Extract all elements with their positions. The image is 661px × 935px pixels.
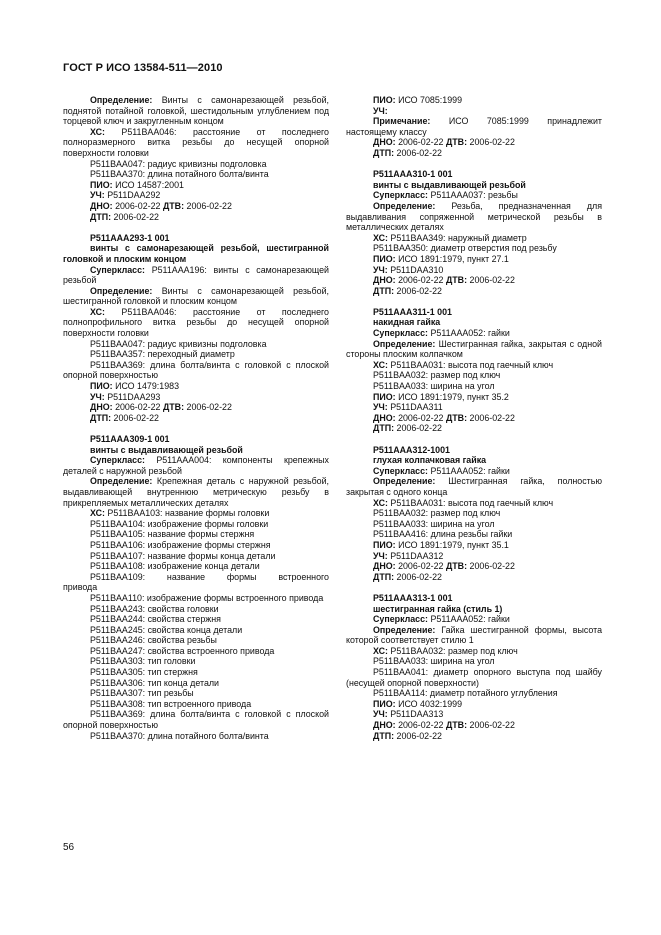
attribute-line: P511BAA106: изображение формы стержня [90, 539, 271, 550]
dates-line: ДНО: 2006-02-22 ДТВ: 2006-02-22 [373, 561, 515, 572]
attribute-line: P511BAA246: свойства резьбы [90, 635, 217, 646]
attribute-line: P511BAA047: радиус кривизны подголовка [90, 158, 267, 169]
attribute-line: P511BAA307: тип резьбы [90, 688, 194, 699]
entry-title: винты с выдавливающей резьбой [90, 444, 243, 455]
definition: Определение: Резьба, предназначенная для выдавливания сопряженной метрической резьбы в металлических деталях [346, 200, 602, 233]
dtp-line: ДТП: 2006-02-22 [90, 211, 159, 222]
entry-p511aaa313 [346, 593, 602, 741]
dtp-line: ДТП: 2006-02-22 [373, 423, 442, 434]
superclass: Суперкласс: P511AAA037: резьбы [373, 190, 518, 201]
dates-line: ДНО: 2006-02-22 ДТВ: 2006-02-22 [373, 412, 515, 423]
entry-title: винты с самонарезающей резьбой, шестигранной головкой и плоским концом [63, 243, 329, 264]
entry-continued [63, 95, 329, 222]
definition: Определение: Шестигранная гайка, полностью закрытая с одного конца [346, 476, 603, 497]
dtp-line: ДТП: 2006-02-22 [373, 285, 442, 296]
xc-line: ХС: P511BAA031: высота под гаечный ключ [373, 359, 554, 370]
xc-line: ХС: P511BAA103: название формы головки [90, 508, 270, 519]
uch-line: УЧ: P511DAA293 [90, 391, 161, 402]
entry-code: P511AAA311-1 001 [373, 306, 452, 317]
entry-title: накидная гайка [373, 317, 441, 328]
definition: Определение: Винты с самонарезающей резьбой, шестигранной головкой и плоским концом [63, 285, 329, 307]
attribute-line: P511BAA105: название формы стержня [90, 529, 255, 540]
uch-line: УЧ: P511DAA312 [373, 550, 444, 561]
attribute-line: P511BAA369: длина болта/винта с головкой с плоской опорной поверхностью [63, 359, 329, 381]
entry-title: винты с выдавливающей резьбой [373, 179, 526, 190]
entry-code: P511AAA313-1 001 [373, 592, 453, 603]
dates-line: ДНО: 2006-02-22 ДТВ: 2006-02-22 [373, 720, 515, 731]
entry-title: шестигранная гайка (стиль 1) [373, 603, 503, 614]
entry-title: глухая колпачковая гайка [373, 455, 487, 466]
uch-line: УЧ: P511DAA313 [373, 709, 444, 720]
entry-continued [346, 95, 602, 159]
dates-line: ДНО: 2006-02-22 ДТВ: 2006-02-22 [90, 402, 232, 413]
xc-line: ХС: P511BAA046: расстояние от последнего полноразмерного витка резьбы до несущей опорной поверхности головки [63, 126, 329, 158]
attribute-line: P511BAA350: диаметр отверстия под резьбу [373, 243, 557, 254]
definition: Определение: Крепежная деталь с наружной резьбой, выдавливающей внутреннюю метрическую резьбу в прикрепляемых металлических деталях [63, 476, 330, 508]
attribute-line: P511BAA370: длина потайного болта/винта [90, 730, 269, 741]
attribute-line: P511BAA369: длина болта/винта с головкой с плоской опорной поверхностью [63, 709, 329, 731]
dtp-line: ДТП: 2006-02-22 [373, 147, 442, 158]
entry-p511aaa293 [63, 233, 329, 424]
attribute-line: P511BAA110: изображение формы встроенного привода [90, 592, 324, 603]
entry-p511aaa309 [63, 434, 329, 741]
attribute-line: P511BAA107: название формы конца детали [90, 550, 276, 561]
dates-line: ДНО: 2006-02-22 ДТВ: 2006-02-22 [90, 200, 232, 211]
dates-line: ДНО: 2006-02-22 ДТВ: 2006-02-22 [373, 137, 515, 148]
uch-line: УЧ: P511DAA292 [90, 190, 161, 201]
uch-line: УЧ: [373, 105, 388, 116]
attribute-line: P511BAA033: ширина на угол [373, 381, 495, 392]
entry-p511aaa310 [346, 169, 602, 296]
entry-p511aaa311 [346, 307, 602, 434]
attribute-line: P511BAA033: ширина на угол [373, 518, 495, 529]
dtp-line: ДТП: 2006-02-22 [90, 412, 159, 423]
pio-line: ПИО: ИСО 1891:1979, пункт 27.1 [373, 253, 509, 264]
attribute-line: P511BAA416: длина резьбы гайки [373, 529, 513, 540]
dtp-line: ДТП: 2006-02-22 [373, 571, 442, 582]
entry-p511aaa312 [346, 445, 602, 583]
entry-code: P511AAA312-1001 [373, 444, 450, 455]
attribute-line: P511BAA245: свойства конца детали [90, 624, 243, 635]
right-column [346, 95, 602, 752]
attribute-line: P511BAA244: свойства стержня [90, 614, 221, 625]
definition: Определение: Гайка шестигранной формы, высота которой соответствует стилю 1 [346, 624, 603, 646]
entry-code: P511AAA293-1 001 [90, 232, 170, 243]
note: Примечание: ИСО 7085:1999 принадлежит настоящему классу [346, 116, 603, 137]
pio-line: ПИО: ИСО 7085:1999 [373, 95, 463, 105]
attribute-line: P511BAA308: тип встроенного привода [90, 698, 252, 709]
xc-line: ХС: P511BAA349: наружный диаметр [373, 232, 527, 243]
superclass: Суперкласс: P511AAA004: компоненты крепежных деталей с наружной резьбой [63, 455, 329, 476]
attribute-line: P511BAA114: диаметр потайного углубления [373, 688, 558, 699]
attribute-line: P511BAA305: тип стержня [90, 667, 198, 678]
attribute-line: P511BAA047: радиус кривизны подголовка [90, 338, 267, 349]
attribute-line: P511BAA032: размер под ключ [373, 370, 501, 381]
dtp-line: ДТП: 2006-02-22 [373, 730, 442, 741]
attribute-line: P511BAA108: изображение конца детали [90, 561, 260, 572]
page-number: 56 [63, 842, 75, 853]
xc-line: ХС: P511BAA032: размер под ключ [373, 645, 518, 656]
attribute-line: P511BAA243: свойства головки [90, 603, 219, 614]
pio-line: ПИО: ИСО 1479:1983 [90, 381, 180, 392]
attribute-line: P511BAA109: название формы встроенного привода [63, 571, 329, 593]
pio-line: ПИО: ИСО 1891:1979, пункт 35.2 [373, 391, 509, 402]
attribute-line: P511BAA370: длина потайного болта/винта [90, 169, 269, 180]
uch-line: УЧ: P511DAA311 [373, 402, 443, 413]
attribute-line: P511BAA033: ширина на угол [373, 656, 495, 667]
entry-code: P511AAA309-1 001 [90, 434, 170, 444]
superclass: Суперкласс: P511AAA052: гайки [373, 465, 510, 476]
dates-line: ДНО: 2006-02-22 ДТВ: 2006-02-22 [373, 275, 515, 286]
superclass: Суперкласс: P511AAA052: гайки [373, 614, 510, 625]
attribute-line: P511BAA041: диаметр опорного выступа под шайбу (несущей опорной поверхности) [346, 667, 602, 688]
attribute-line: P511BAA104: изображение формы головки [90, 518, 269, 529]
pio-line: ПИО: ИСО 14587:2001 [90, 179, 184, 190]
pio-line: ПИО: ИСО 4032:1999 [373, 698, 463, 709]
entry-code: P511AAA310-1 001 [373, 169, 453, 180]
attribute-line: P511BAA303: тип головки [90, 656, 196, 667]
definition: Определение: Шестигранная гайка, закрытая с одной стороны плоским колпачком [346, 338, 602, 360]
superclass: Суперкласс: P511AAA052: гайки [373, 328, 510, 339]
attribute-line: P511BAA357: переходный диаметр [90, 349, 235, 360]
xc-line: ХС: P511BAA031: высота под гаечный ключ [373, 497, 554, 508]
xc-line: ХС: P511BAA046: расстояние от последнего полнопрофильного витка резьбы до несущей опорной поверхности головки [63, 306, 329, 339]
attribute-line: P511BAA247: свойства встроенного привода [90, 645, 275, 656]
attribute-line: P511BAA032: размер под ключ [373, 508, 501, 519]
left-column [63, 95, 329, 752]
superclass: Суперкласс: P511AAA196: винты с самонарезающей резьбой [63, 264, 329, 286]
document-header: ГОСТ Р ИСО 13584-511—2010 [63, 62, 223, 74]
pio-line: ПИО: ИСО 1891:1979, пункт 35.1 [373, 539, 509, 550]
definition: Определение: Винты с самонарезающей резьбой, поднятой потайной головкой, шестидольным углублением под торцевой ключ и закругленным концом [63, 95, 329, 127]
uch-line: УЧ: P511DAA310 [373, 264, 444, 275]
attribute-line: P511BAA306: тип конца детали [90, 677, 220, 688]
